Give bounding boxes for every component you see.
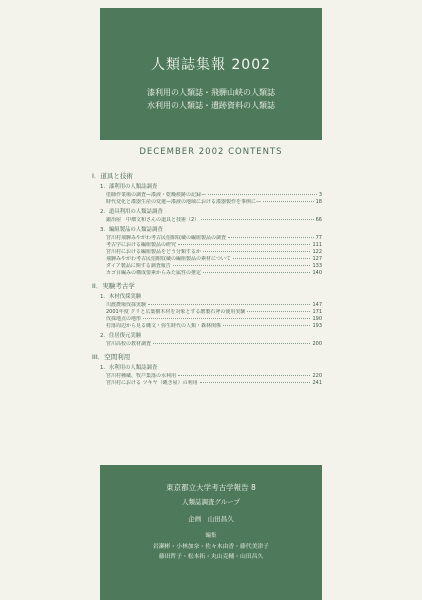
toc-entry-title: 伐採地点の地形 xyxy=(106,316,142,322)
toc-entry-page: 133 xyxy=(312,263,322,269)
dot-leader xyxy=(223,325,310,326)
toc-entry-page: 193 xyxy=(312,323,322,329)
dot-leader xyxy=(143,318,310,319)
dot-leader xyxy=(178,375,310,376)
toc-entry-title: 塗師作業場の調査—漆液・乾燥痕跡の記録— xyxy=(106,192,207,198)
toc-entry-page: 220 xyxy=(312,373,322,379)
toc-entry xyxy=(106,373,322,380)
dot-leader xyxy=(208,194,317,195)
dot-leader xyxy=(201,219,313,220)
toc-entry-title: 川渡農場伐採実験 xyxy=(106,302,147,308)
toc-entry-page: 200 xyxy=(312,341,322,347)
toc-entry xyxy=(106,263,322,270)
dot-leader xyxy=(178,244,310,245)
toc-entry-title: 鍛冶屋 中畑文和さんの道具と技術（2） xyxy=(106,217,200,223)
dot-leader xyxy=(200,382,311,383)
toc-entry-title: 考古学における編組製品の研究 xyxy=(106,242,177,248)
toc-section-heading: III．空間利用 xyxy=(92,353,131,361)
toc-entry-title: ダイア製品に関する調査報告 xyxy=(106,263,171,269)
dot-leader xyxy=(148,304,310,305)
toc-section-heading: II．実験考古学 xyxy=(92,282,135,290)
toc-entry xyxy=(106,316,322,323)
toc-entry xyxy=(106,309,322,316)
group-name: 人類誌調査グループ xyxy=(182,498,240,506)
report-title: 人類誌集報 2002 xyxy=(150,57,272,73)
dot-leader xyxy=(233,258,311,259)
toc-entry xyxy=(106,302,322,309)
toc-entry-page: 190 xyxy=(312,316,322,322)
toc-entry-title: 宮川村における編組製品をどう分類するか xyxy=(106,249,202,255)
toc-entry-list xyxy=(106,217,322,224)
toc-entry xyxy=(106,242,322,249)
toc-entry xyxy=(106,323,322,330)
planning-credit: 企画 山田昌久 xyxy=(188,515,234,523)
toc-entry-page: 111 xyxy=(312,242,322,248)
dot-leader xyxy=(203,251,310,252)
dot-leader xyxy=(247,311,310,312)
toc-entry-title: 宮川村飛騨みやがわ考古民俗館収蔵の編組製品の調査 xyxy=(106,235,227,241)
toc-entry xyxy=(106,217,322,224)
toc-entry-page: 18 xyxy=(315,199,322,205)
toc-entry-list xyxy=(106,341,322,348)
toc-entry-page: 3 xyxy=(318,192,322,198)
toc-entry-page: 127 xyxy=(312,256,322,262)
dot-leader xyxy=(153,343,310,344)
dot-leader xyxy=(203,272,310,273)
dot-leader xyxy=(228,237,314,238)
toc-entry-page: 66 xyxy=(315,217,322,223)
dot-leader xyxy=(173,265,311,266)
toc-entry-list xyxy=(106,235,322,277)
toc-entry-list xyxy=(106,373,322,387)
toc-entry xyxy=(106,380,322,387)
toc-entry-page: 147 xyxy=(312,302,322,308)
cover-header xyxy=(100,8,322,140)
toc-entry-title: 2001年度 クリと広葉樹木材を対象とする磨製石斧の使用実験 xyxy=(106,309,246,315)
toc-subsection-heading: 1．木材伐採実験 xyxy=(100,294,142,300)
toc-entry-title: 村落周辺から見る縄文・弥生時代の人類・森林関係 xyxy=(106,323,222,329)
editors-label: 編集 xyxy=(205,533,217,539)
toc-subsection-heading: 3．編組製品の人類誌調査 xyxy=(100,227,163,233)
toc-entry-page: 241 xyxy=(312,380,322,386)
toc-entry xyxy=(106,256,322,263)
series-title: 東京都立大学考古学報告 8 xyxy=(166,483,256,492)
toc-entry-title: カゴ目編みの構成要素からみた属性の推定 xyxy=(106,270,202,276)
toc-subsection-heading: 1．水利用の人類誌調査 xyxy=(100,365,158,371)
toc-entry-page: 122 xyxy=(312,249,322,255)
toc-entry-page: 140 xyxy=(312,270,322,276)
toc-entry-page: 171 xyxy=(312,309,322,315)
contents-heading: DECEMBER 2002 CONTENTS xyxy=(139,147,283,157)
toc-subsection-heading: 2．道具利用の人類誌調査 xyxy=(100,209,163,215)
toc-entry xyxy=(106,192,322,199)
editors-line-1: 岩瀬彬・小林加奈・佐々木由香・藤代美津子 xyxy=(153,544,269,550)
toc-entry-title: 宮川村における ツキヤ（縄き屋）の利用 xyxy=(106,380,198,386)
toc-subsection-heading: 2．住居復元実験 xyxy=(100,333,142,339)
toc-section-heading: I．道具と技術 xyxy=(92,172,133,180)
toc-entry-title: 宮川高校の教材調査 xyxy=(106,341,152,347)
toc-entry xyxy=(106,249,322,256)
dot-leader xyxy=(263,201,314,202)
report-subtitle-1: 漆利用の人類誌・飛騨山峡の人類誌 xyxy=(147,88,275,97)
table-of-contents xyxy=(92,171,322,390)
toc-entry xyxy=(106,199,322,206)
toc-entry xyxy=(106,341,322,348)
editors-line-2: 藤田哲子・松本拓・丸山克輔・山田昌久 xyxy=(158,554,264,560)
toc-entry-page: 77 xyxy=(315,235,322,241)
toc-subsection-heading: 1．漆利用の人類誌調査 xyxy=(100,184,158,190)
toc-entry-title: 宮川村種蔵、牧戸集落の水利用 xyxy=(106,373,177,379)
toc-entry-title: 時代変化と漆器生産の変遷—漆液の地域における漆器製作を事例に— xyxy=(106,199,262,205)
toc-entry xyxy=(106,235,322,242)
toc-entry-list xyxy=(106,192,322,206)
report-subtitle-2: 水利用の人類誌・遺跡資料の人類誌 xyxy=(147,101,275,110)
toc-entry-list xyxy=(106,302,322,330)
toc-entry xyxy=(106,270,322,277)
toc-entry-title: 飛騨みやがわ考古民俗館収蔵の編組製品の素材について xyxy=(106,256,231,262)
cover-footer xyxy=(100,465,322,600)
